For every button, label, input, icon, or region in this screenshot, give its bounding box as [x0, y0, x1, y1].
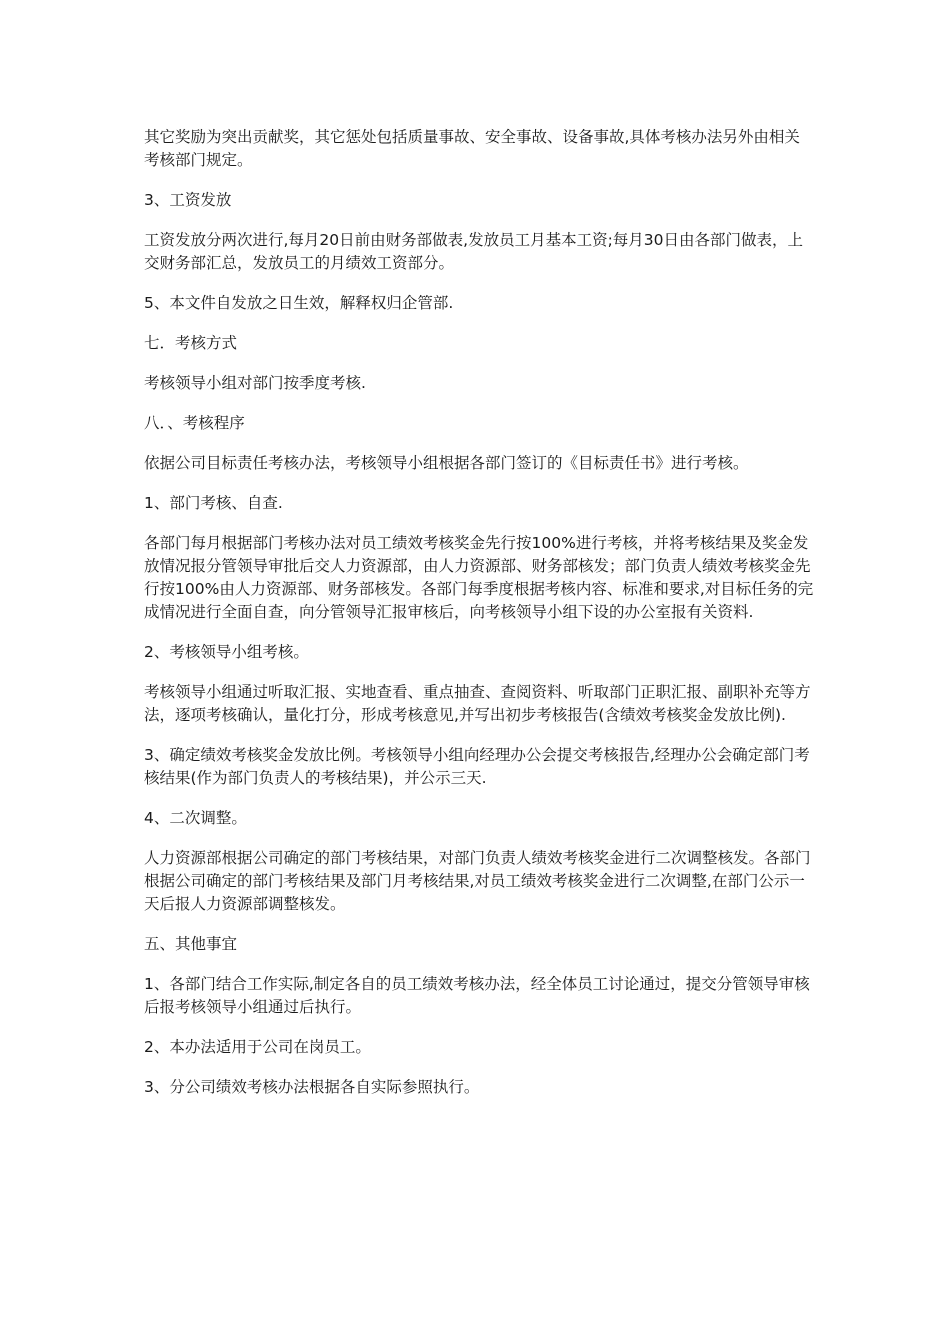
- document-page: [144, 126, 814, 1116]
- paragraph-other-matters-1: 1、各部门结合工作实际,制定各自的员工绩效考核办法，经全体员工讨论通过，提交分管领导审核后报考核领导小组通过后执行。: [144, 975, 810, 1016]
- paragraph-other-matters-2: 2、本办法适用于公司在岗员工。: [144, 1038, 371, 1056]
- section-heading-assessment-method: 七．考核方式: [144, 334, 238, 352]
- paragraph-bonus-ratio: 3、确定绩效考核奖金发放比例。考核领导小组向经理办公会提交考核报告,经理办公会确定部门考核结果(作为部门负责人的考核结果)，并公示三天.: [144, 746, 810, 787]
- subheading-second-adjustment: 4、二次调整。: [144, 809, 247, 827]
- paragraph-leadership-assessment: 考核领导小组通过听取汇报、实地查看、重点抽查、查阅资料、听取部门正职汇报、副职补充等方法，逐项考核确认，量化打分，形成考核意见,并写出初步考核报告(含绩效考核奖金发放比例).: [144, 683, 811, 724]
- paragraph-assessment-basis: 依据公司目标责任考核办法，考核领导小组根据各部门签订的《目标责任书》进行考核。: [144, 454, 749, 472]
- subheading-department-self-check: 1、部门考核、自查.: [144, 494, 283, 512]
- section-heading-other-matters: 五、其他事宜: [144, 935, 238, 953]
- section-heading-salary-payment: 3、工资发放: [144, 191, 232, 209]
- paragraph-other-rewards: 其它奖励为突出贡献奖，其它惩处包括质量事故、安全事故、设备事故,具体考核办法另外由相关考核部门规定。: [144, 128, 800, 169]
- paragraph-effective-date: 5、本文件自发放之日生效，解释权归企管部.: [144, 294, 454, 312]
- subheading-leadership-assessment: 2、考核领导小组考核。: [144, 643, 309, 661]
- paragraph-second-adjustment: 人力资源部根据公司确定的部门考核结果，对部门负责人绩效考核奖金进行二次调整核发。各部门根据公司确定的部门考核结果及部门月考核结果,对员工绩效考核奖金进行二次调整,在部门公示一天后报人力资源部调整核发。: [144, 849, 811, 913]
- paragraph-assessment-method: 考核领导小组对部门按季度考核.: [144, 374, 366, 392]
- paragraph-department-self-check: 各部门每月根据部门考核办法对员工绩效考核奖金先行按100%进行考核，并将考核结果及奖金发放情况报分管领导审批后交人力资源部，由人力资源部、财务部核发；部门负责人绩效考核奖金先行按100%由人力资源部、财务部核发。各部门每季度根据考核内容、标准和要求,对目标任务的完成情况进行全面自查，向分管领导汇报审核后，向考核领导小组下设的办公室报有关资料.: [144, 534, 814, 621]
- section-heading-assessment-procedure: 八．、考核程序: [144, 414, 245, 432]
- paragraph-other-matters-3: 3、分公司绩效考核办法根据各自实际参照执行。: [144, 1078, 480, 1096]
- paragraph-salary-payment: 工资发放分两次进行,每月20日前由财务部做表,发放员工月基本工资;每月30日由各部门做表，上交财务部汇总，发放员工的月绩效工资部分。: [144, 231, 804, 272]
